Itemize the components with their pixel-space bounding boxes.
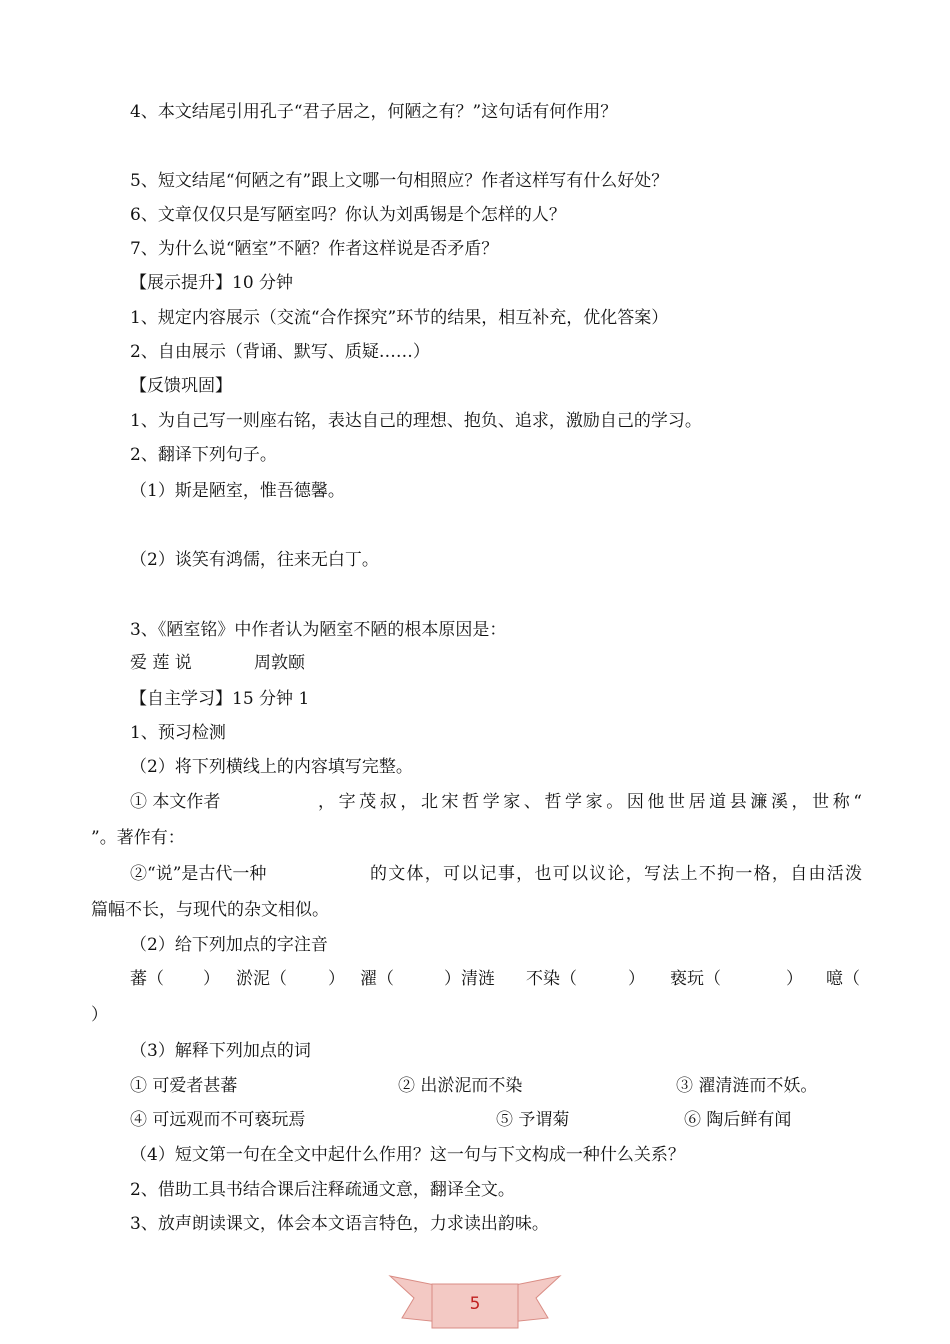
explain-item: ③ 濯清涟而不妖。 — [676, 1076, 818, 1096]
show-item-1: 1、规定内容展示（交流“合作探究”环节的结果，相互补充，优化答案） — [130, 308, 669, 328]
show-item-2: 2、自由展示（背诵、默写、质疑……） — [130, 342, 430, 362]
page-number-ribbon — [388, 1272, 562, 1336]
question-7: 7、为什么说“陋室”不陋？作者这样说是否矛盾？ — [130, 239, 499, 259]
pinyin-item: ） — [328, 969, 345, 989]
question-first-sentence: （4）短文第一句在全文中起什么作用？这一句与下文构成一种什么关系？ — [130, 1145, 685, 1165]
pinyin-item: 不染（ — [526, 969, 577, 989]
feedback-item-1: 1、为自己写一则座右铭，表达自己的理想、抱负、追求，激励自己的学习。 — [130, 411, 702, 431]
lesson-title: 爱 莲 说 — [130, 653, 192, 673]
pinyin-item: ） — [786, 969, 803, 989]
preview-item-1: 1、预习检测 — [130, 723, 226, 743]
feedback-item-2-1: （1）斯是陋室，惟吾德馨。 — [130, 481, 345, 501]
pinyin-item: 噫（ — [826, 969, 860, 989]
lesson-author: 周敦颐 — [254, 653, 305, 673]
question-4: 4、本文结尾引用孔子“君子居之，何陋之有？”这句话有何作用？ — [130, 102, 618, 122]
explain-heading: （3）解释下列加点的词 — [130, 1041, 311, 1061]
explain-item: ⑥ 陶后鲜有闻 — [684, 1110, 792, 1130]
pinyin-item: 濯（ — [360, 969, 394, 989]
question-6: 6、文章仅仅只是写陋室吗？你认为刘禹锡是个怎样的人？ — [130, 205, 566, 225]
feedback-item-3: 3、《陋室铭》中作者认为陋室不陋的根本原因是： — [130, 620, 507, 640]
explain-item: ⑤ 予谓菊 — [496, 1110, 570, 1130]
fill-item-1-start: ① 本文作者 — [130, 792, 221, 812]
page-number: 5 — [469, 1294, 481, 1314]
section-heading-feedback: 【反馈巩固】 — [130, 376, 232, 396]
step-3: 3、放声朗读课文，体会本文语言特色，力求读出韵味。 — [130, 1214, 549, 1234]
pinyin-item: ） — [203, 969, 220, 989]
fill-item-1-middle: ，字茂叔，北宋哲学家、哲学家。因他世居道县濂溪，世称“ — [318, 792, 862, 812]
pinyin-item: 淤泥（ — [236, 969, 287, 989]
explain-item: ④ 可远观而不可亵玩焉 — [130, 1110, 306, 1130]
section-heading-show: 【展示提升】10 分钟 — [130, 273, 294, 293]
pinyin-item: 蕃（ — [130, 969, 164, 989]
pinyin-item: ）清涟 — [444, 969, 495, 989]
fill-item-2-end: 篇幅不长，与现代的杂文相似。 — [91, 900, 329, 920]
explain-item: ① 可爱者甚蕃 — [130, 1076, 238, 1096]
fill-item-2-middle: 的文体，可以记事，也可以议论，写法上不拘一格，自由活泼 — [370, 864, 862, 884]
pinyin-item: ） — [628, 969, 645, 989]
feedback-item-2-2: （2）谈笑有鸿儒，往来无白丁。 — [130, 550, 379, 570]
section-heading-self-study: 【自主学习】15 分钟 1 — [130, 689, 310, 709]
explain-item: ② 出淤泥而不染 — [398, 1076, 523, 1096]
feedback-item-2: 2、翻译下列句子。 — [130, 445, 277, 465]
fill-item-1-end: ”。著作有： — [91, 828, 185, 848]
fill-item-2-start: ②“说”是古代一种 — [130, 864, 267, 884]
fill-in-heading: （2）将下列横线上的内容填写完整。 — [130, 757, 413, 777]
pinyin-close: ） — [91, 1005, 108, 1025]
pinyin-item: 亵玩（ — [670, 969, 721, 989]
step-2: 2、借助工具书结合课后注释疏通文意，翻译全文。 — [130, 1180, 515, 1200]
question-5: 5、短文结尾“何陋之有”跟上文哪一句相照应？作者这样写有什么好处？ — [130, 171, 669, 191]
pinyin-heading: （2）给下列加点的字注音 — [130, 935, 328, 955]
